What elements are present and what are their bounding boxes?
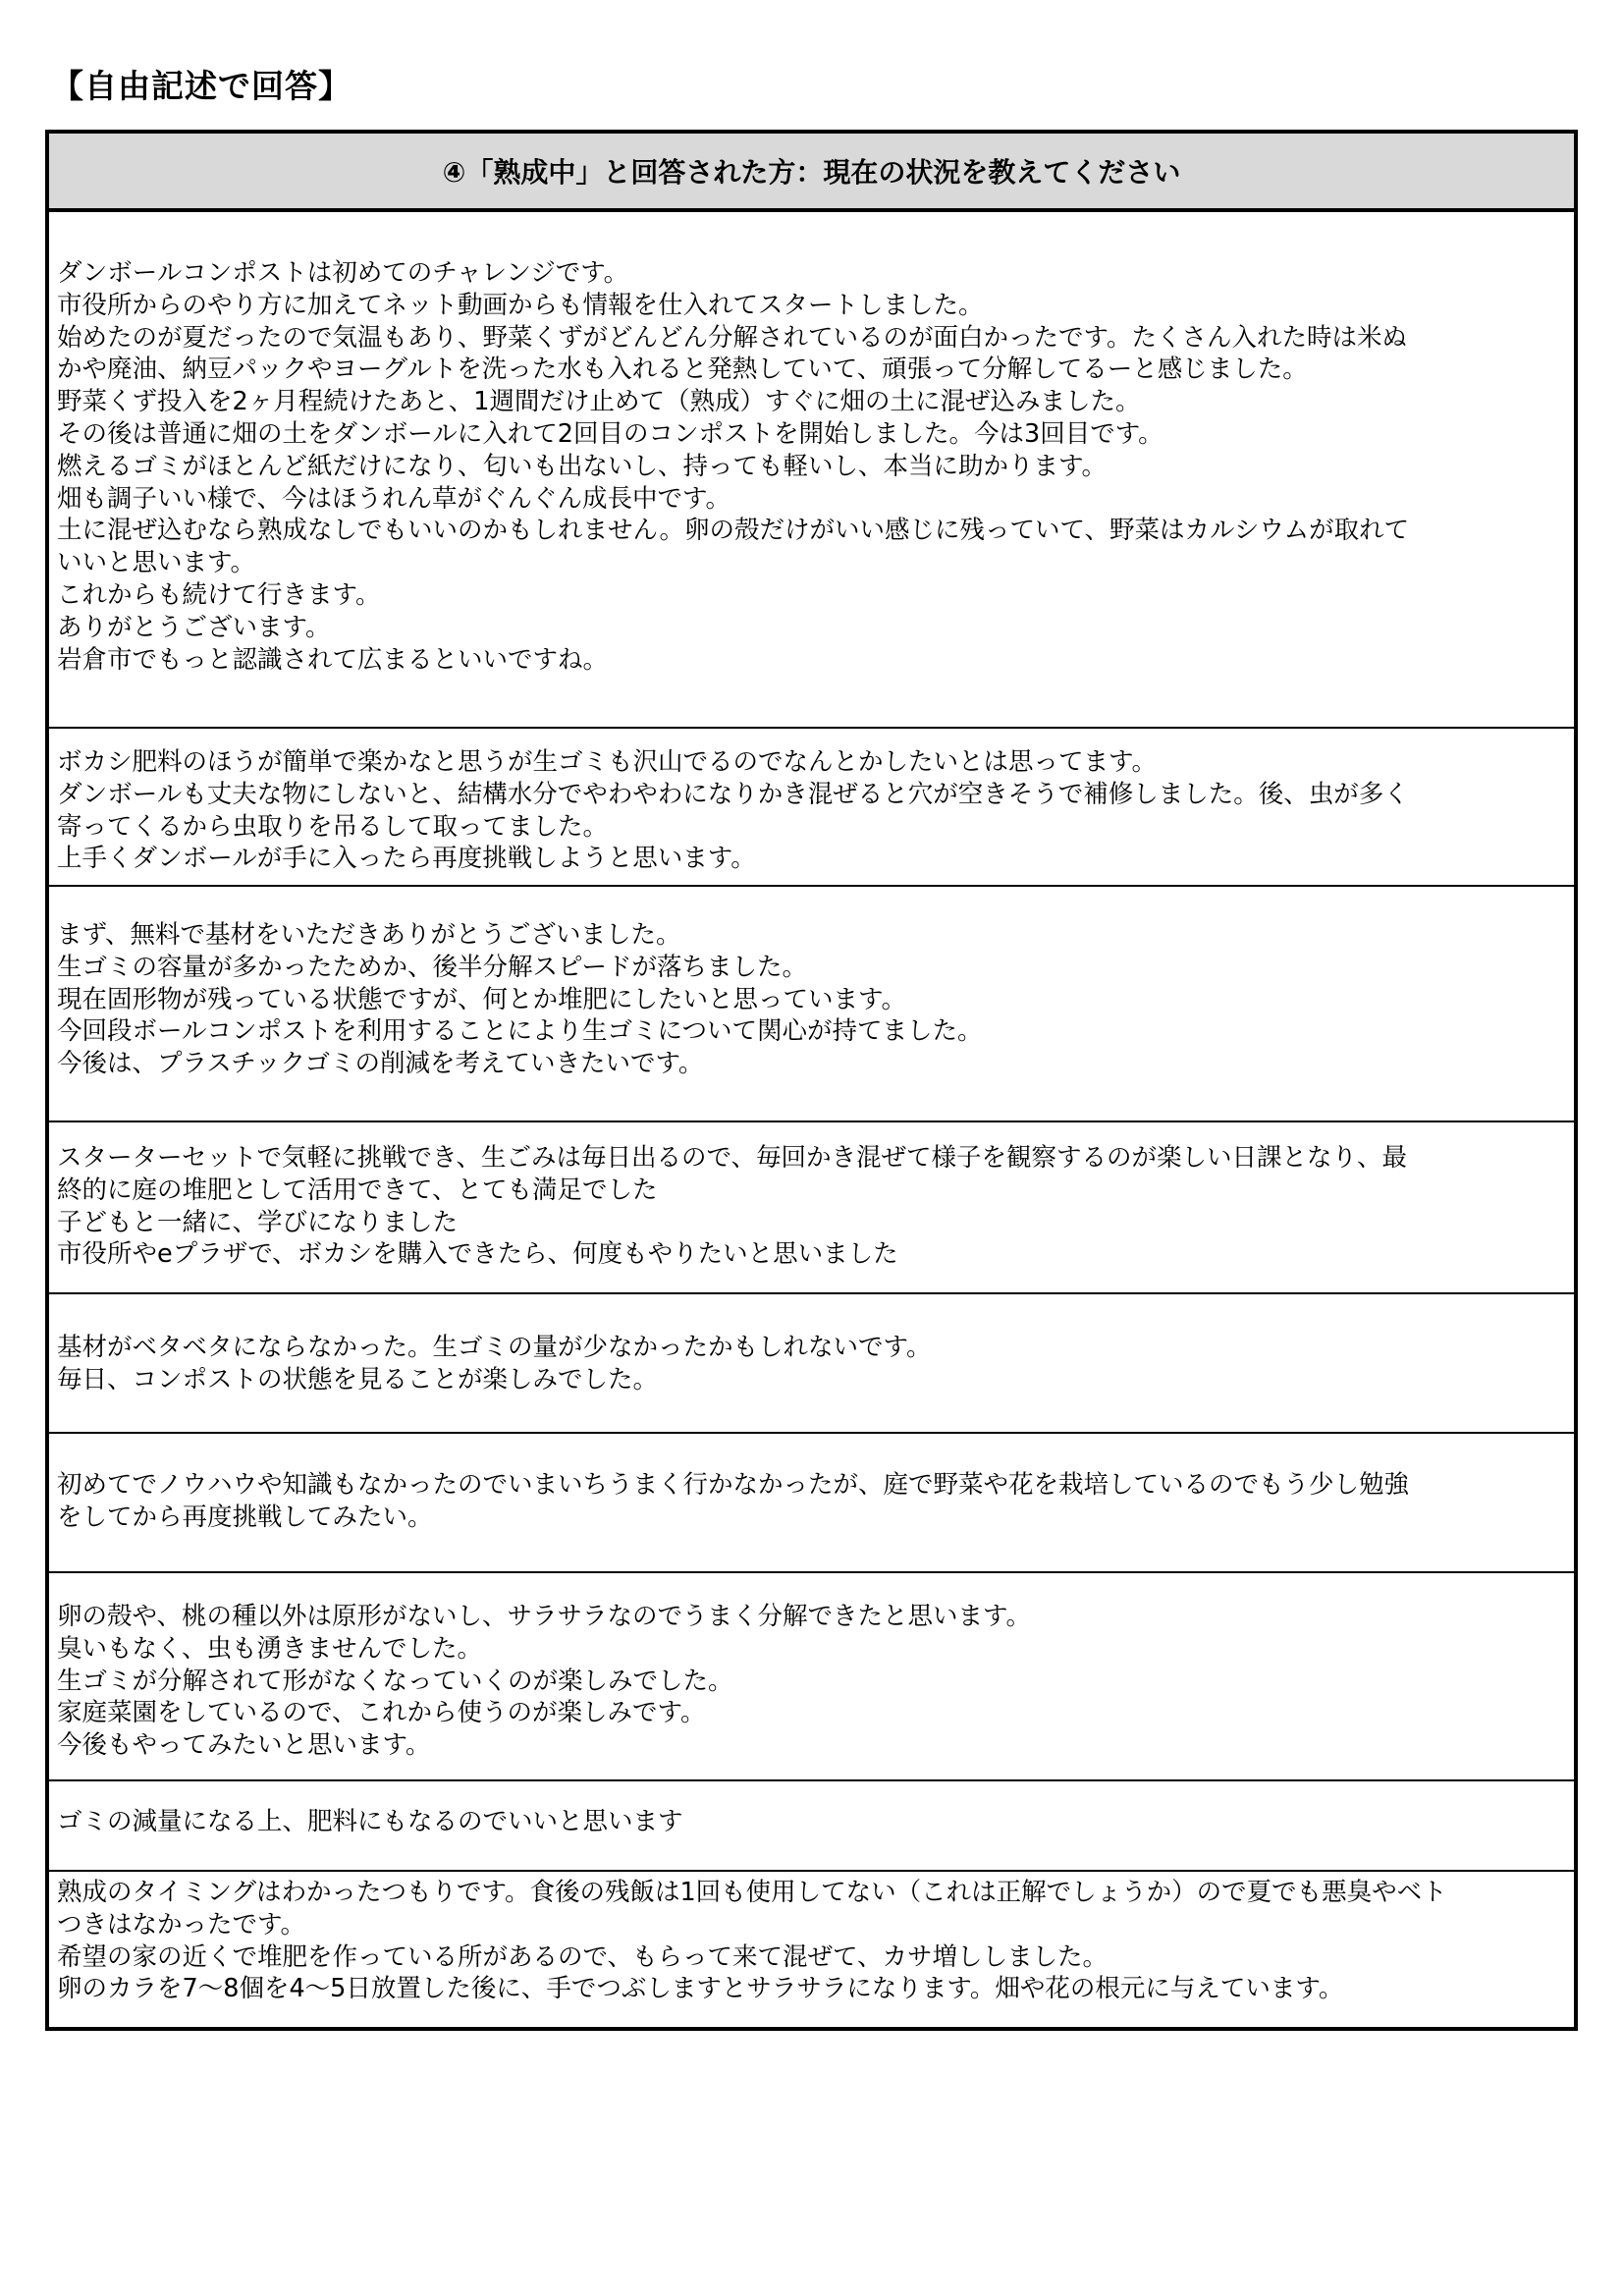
answer-line: 毎日、コンポストの状態を見ることが楽しみでした。 bbox=[57, 1364, 659, 1394]
answer-line: 今後もやってみたいと思います。 bbox=[57, 1730, 431, 1761]
page-heading: 【自由記述で回答】 bbox=[51, 67, 352, 105]
answer-line: ボカシ肥料のほうが簡単で楽かなと思うが生ゴミも沢山でるのでなんとかしたいとは思ってます。 bbox=[57, 747, 1157, 777]
answer-line: いいと思います。 bbox=[57, 548, 255, 578]
answer-line: スターターセットで気軽に挑戦でき、生ごみは毎日出るので、毎回かき混ぜて様子を観察するのが楽しい日課となり、最 bbox=[57, 1143, 1407, 1173]
answer-row bbox=[49, 727, 1574, 885]
answer-line: その後は普通に畑の土をダンボールに入れて2回目のコンポストを開始しました。今は3回目です。 bbox=[57, 418, 1163, 449]
answer-row bbox=[49, 1571, 1574, 1779]
answer-line: 卵の殻や、桃の種以外は原形がないし、サラサラなのでうまく分解できたと思います。 bbox=[57, 1602, 1031, 1631]
answer-row bbox=[49, 1292, 1574, 1432]
survey-table bbox=[45, 130, 1578, 2031]
answer-line: ダンボールコンポストは初めてのチャレンジです。 bbox=[57, 258, 629, 288]
answer-line: をしてから再度挑戦してみたい。 bbox=[57, 1502, 433, 1532]
answer-line: 希望の家の近くで堆肥を作っている所があるので、もらって来て混ぜて、カサ増ししました。 bbox=[57, 1941, 1108, 1972]
answer-line: 生ゴミが分解されて形がなくなっていくのが楽しみでした。 bbox=[57, 1666, 733, 1696]
answer-line: 市役所からのやり方に加えてネット動画からも情報を仕入れてスタートしました。 bbox=[57, 290, 984, 320]
answer-line: 畑も調子いい様で、今はほうれん草がぐんぐん成長中です。 bbox=[57, 483, 730, 514]
answer-line: 上手くダンボールが手に入ったら再度挑戦しようと思います。 bbox=[57, 844, 756, 874]
answer-line: 野菜くず投入を2ヶ月程続けたあと、1週間だけ止めて（熟成）すぐに畑の土に混ぜ込みました。 bbox=[57, 387, 1141, 417]
answer-line: ありがとうございます。 bbox=[57, 612, 331, 642]
answer-line: 始めたのが夏だったので気温もあり、野菜くずがどんどん分解されているのが面白かったです。たくさん入れた時は米ぬ bbox=[57, 322, 1407, 353]
answers-list bbox=[49, 212, 1574, 2027]
answer-line: 熟成のタイミングはわかったつもりです。食後の残飯は1回も使用してない（これは正解でしょうか）ので夏でも悪臭やベト bbox=[57, 1878, 1447, 1907]
answer-row bbox=[49, 885, 1574, 1121]
answer-line: ダンボールも丈夫な物にしないと、結構水分でやわやわになりかき混ぜると穴が空きそうで補修しました。後、虫が多く bbox=[57, 779, 1409, 809]
answer-row bbox=[49, 1779, 1574, 1870]
answer-line: 土に混ぜ込むなら熟成なしでもいいのかもしれません。卵の殻だけがいい感じに残っていて、野菜はカルシウムが取れて bbox=[57, 516, 1410, 546]
answer-line: 寄ってくるから虫取りを吊るして取ってました。 bbox=[57, 811, 609, 842]
answer-line: かや廃油、納豆パックやヨーグルトを洗った水も入れると発熱していて、頑張って分解してるーと感じました。 bbox=[57, 355, 1308, 385]
answer-row bbox=[49, 1870, 1574, 2027]
answer-line: 卵のカラを7～8個を4～5日放置した後に、手でつぶしますとサラサラになります。畑や花の根元に与えています。 bbox=[57, 1974, 1344, 2004]
answer-line: 岩倉市でもっと認識されて広まるといいですね。 bbox=[57, 644, 609, 675]
question-header: ④「熟成中」と回答された方：現在の状況を教えてください bbox=[49, 134, 1574, 212]
answer-line: 臭いもなく、虫も湧きませんでした。 bbox=[57, 1633, 482, 1664]
answer-line: これからも続けて行きます。 bbox=[57, 579, 381, 610]
answer-line: ゴミの減量になる上、肥料にもなるのでいいと思います bbox=[57, 1807, 683, 1836]
answer-line: 現在固形物が残っている状態ですが、何とか堆肥にしたいと思っています。 bbox=[57, 984, 906, 1014]
answer-line: 今回段ボールコンポストを利用することにより生ゴミについて関心が持てました。 bbox=[57, 1016, 983, 1047]
answer-line: 基材がベタベタにならなかった。生ゴミの量が少なかったかもしれないです。 bbox=[57, 1333, 932, 1362]
answer-line: 生ゴミの容量が多かったためか、後半分解スピードが落ちました。 bbox=[57, 952, 807, 982]
answer-row bbox=[49, 1121, 1574, 1292]
answer-row bbox=[49, 1432, 1574, 1571]
answer-line: まず、無料で基材をいただきありがとうございました。 bbox=[57, 920, 681, 950]
answer-line: つきはなかったです。 bbox=[57, 1909, 305, 1940]
answer-line: 市役所やeプラザで、ボカシを購入できたら、何度もやりたいと思いました bbox=[57, 1239, 898, 1270]
answer-row bbox=[49, 212, 1574, 727]
answer-line: 家庭菜園をしているので、これから使うのが楽しみです。 bbox=[57, 1698, 706, 1728]
answer-line: 初めてでノウハウや知識もなかったのでいまいちうまく行かなかったが、庭で野菜や花を栽培しているのでもう少し勉強 bbox=[57, 1470, 1410, 1500]
answer-line: 子どもと一緒に、学びになりました bbox=[57, 1207, 459, 1237]
answer-line: 燃えるゴミがほとんど紙だけになり、匂いも出ないし、持っても軽いし、本当に助かります。 bbox=[57, 451, 1107, 481]
answer-line: 終的に庭の堆肥として活用できて、とても満足でした bbox=[57, 1175, 658, 1205]
answer-line: 今後は、プラスチックゴミの削減を考えていきたいです。 bbox=[57, 1049, 704, 1079]
